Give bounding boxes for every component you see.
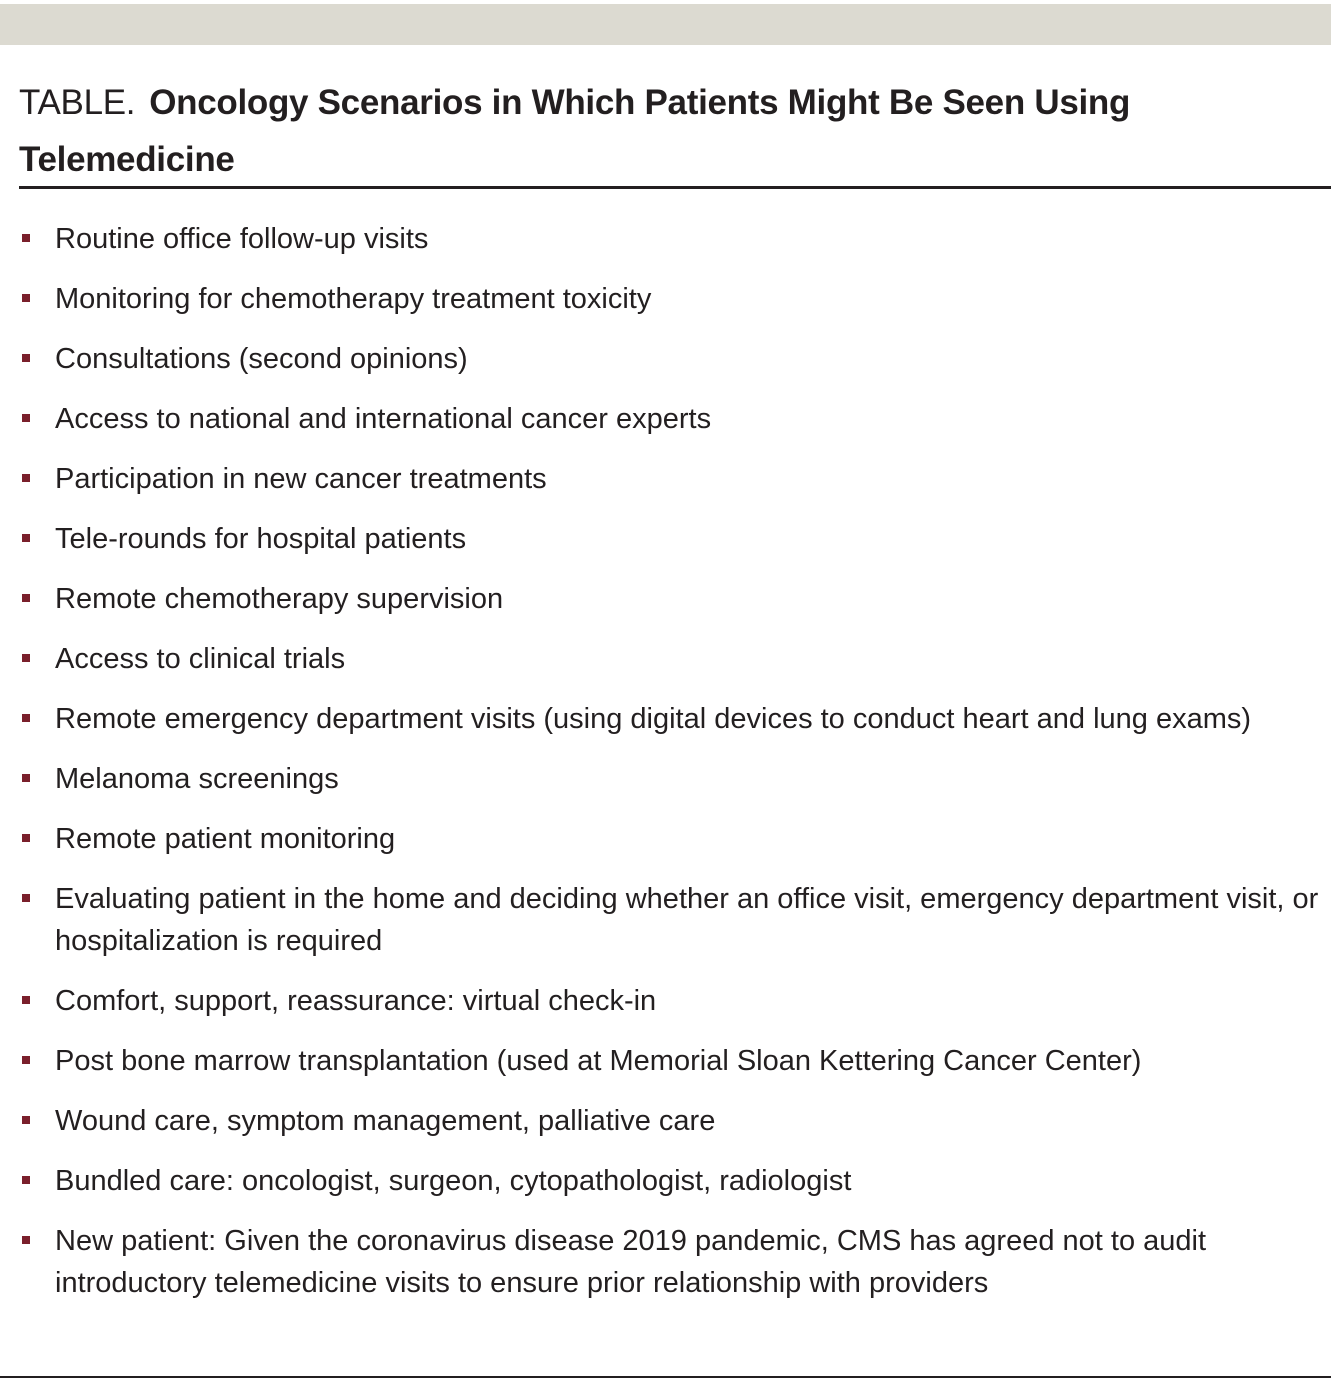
square-bullet-icon (22, 1236, 30, 1244)
list-item (19, 878, 1319, 962)
square-bullet-icon (22, 714, 30, 722)
list-item-text: New patient: Given the coronavirus disease 2019 pandemic, CMS has agreed not to audit introductory telemedicine visits to ensure prior relationship with providers (55, 1225, 1207, 1299)
header-band (0, 4, 1331, 45)
list-item-text: Access to national and international cancer experts (55, 403, 712, 435)
table-label: TABLE. (19, 83, 136, 122)
square-bullet-icon (22, 834, 30, 842)
square-bullet-icon (22, 414, 30, 422)
list-item (19, 518, 1319, 560)
list-item-text: Wound care, symptom management, palliative care (55, 1105, 716, 1137)
square-bullet-icon (22, 1176, 30, 1184)
square-bullet-icon (22, 534, 30, 542)
list-item (19, 1220, 1319, 1304)
title-divider (19, 186, 1331, 189)
list-item (19, 338, 1319, 380)
list-item (19, 278, 1319, 320)
list-item-text: Remote emergency department visits (using digital devices to conduct heart and lung exams) (55, 703, 1252, 735)
square-bullet-icon (22, 594, 30, 602)
list-item-text: Consultations (second opinions) (55, 343, 468, 375)
list-item (19, 218, 1319, 260)
list-item-text: Remote chemotherapy supervision (55, 583, 504, 615)
list-item (19, 818, 1319, 860)
scenario-list (19, 218, 1319, 1322)
list-item-text: Routine office follow-up visits (55, 223, 429, 255)
table-heading: Oncology Scenarios in Which Patients Might Be Seen Using Telemedicine (19, 83, 1131, 179)
square-bullet-icon (22, 474, 30, 482)
square-bullet-icon (22, 294, 30, 302)
list-item-text: Tele-rounds for hospital patients (55, 523, 467, 555)
list-item (19, 1040, 1319, 1082)
list-item-text: Participation in new cancer treatments (55, 463, 547, 495)
table-title (19, 74, 1309, 188)
list-item (19, 638, 1319, 680)
square-bullet-icon (22, 354, 30, 362)
square-bullet-icon (22, 1116, 30, 1124)
list-item-text: Access to clinical trials (55, 643, 346, 675)
square-bullet-icon (22, 1056, 30, 1064)
square-bullet-icon (22, 996, 30, 1004)
list-item (19, 758, 1319, 800)
list-item (19, 698, 1319, 740)
list-item (19, 458, 1319, 500)
list-item (19, 398, 1319, 440)
list-item-text: Bundled care: oncologist, surgeon, cytopathologist, radiologist (55, 1165, 852, 1197)
square-bullet-icon (22, 234, 30, 242)
list-item-text: Monitoring for chemotherapy treatment toxicity (55, 283, 652, 315)
list-item-text: Evaluating patient in the home and deciding whether an office visit, emergency department visit, or hospitalization is required (55, 883, 1319, 957)
list-item-text: Remote patient monitoring (55, 823, 396, 855)
list-item-text: Melanoma screenings (55, 763, 339, 795)
list-item (19, 1160, 1319, 1202)
list-item (19, 980, 1319, 1022)
list-item-text: Post bone marrow transplantation (used at Memorial Sloan Kettering Cancer Center) (55, 1045, 1142, 1077)
square-bullet-icon (22, 774, 30, 782)
list-item-text: Comfort, support, reassurance: virtual check-in (55, 985, 657, 1017)
list-item (19, 578, 1319, 620)
bottom-divider (0, 1376, 1331, 1378)
square-bullet-icon (22, 654, 30, 662)
list-item (19, 1100, 1319, 1142)
square-bullet-icon (22, 894, 30, 902)
